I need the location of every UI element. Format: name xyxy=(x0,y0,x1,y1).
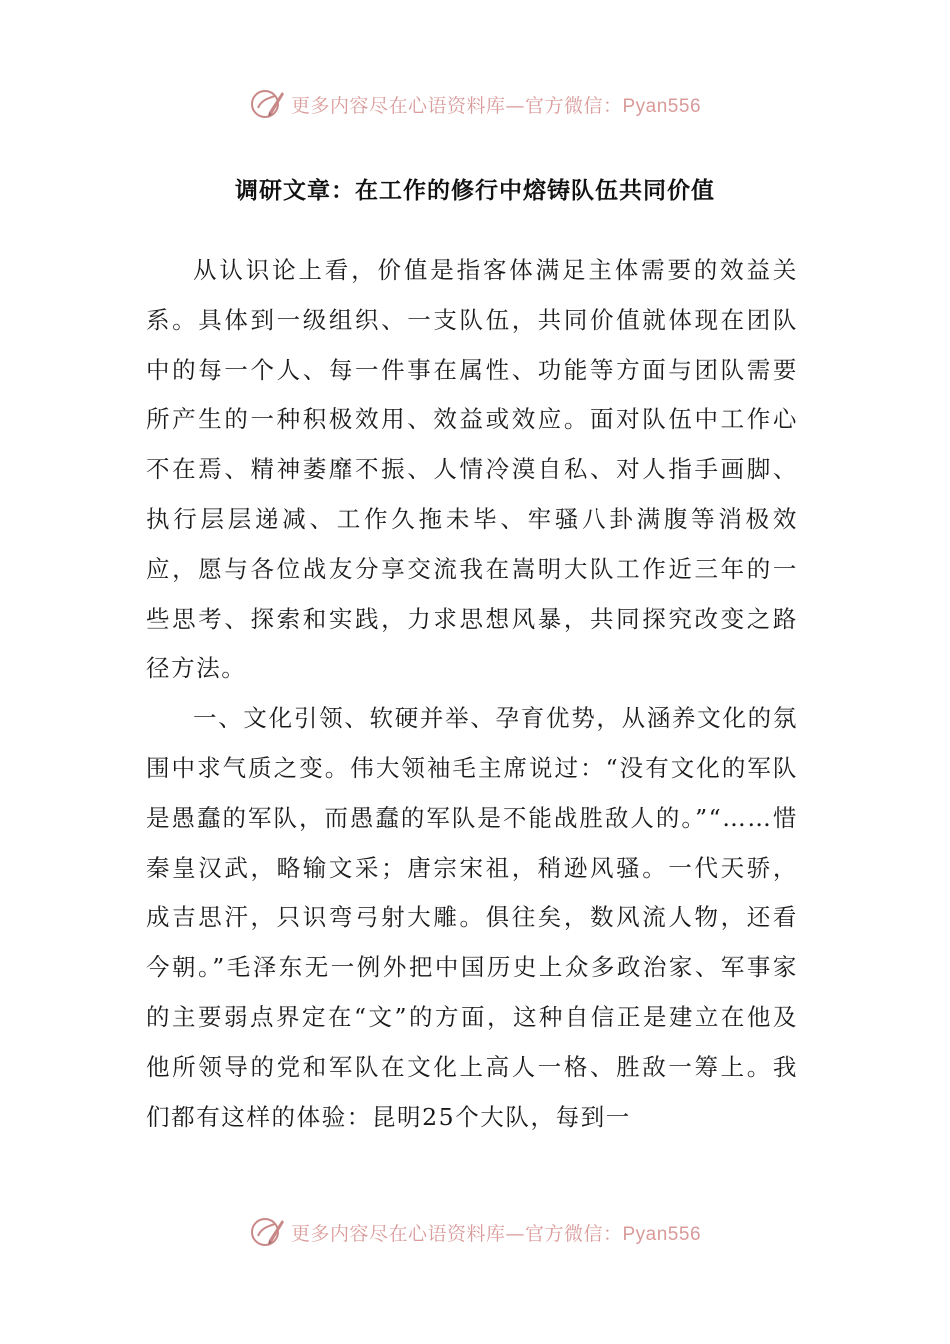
watermark-text: 更多内容尽在心语资料库—官方微信：Pyan556 xyxy=(290,1222,702,1245)
pen-logo-icon xyxy=(249,1214,285,1250)
pen-logo-icon xyxy=(249,86,285,122)
body-paragraph: 一、文化引领、软硬并举、孕育优势，从涵养文化的氛围中求气质之变。伟大领袖毛主席说过：“没有文化的军队是愚蠢的军队，而愚蠢的军队是不能战胜敌人的。”“……惜秦皇汉武，略输文采；唐宗宋祖，稍逊风骚。一代天骄，成吉思汗，只识弯弓射大雕。俱往矣，数风流人物，还看今朝。”毛泽东无一例外把中国历史上众多政治家、军事家的主要弱点界定在“文”的方面，这种自信正是建立在他及他所领导的党和军队在文化上高人一格、胜敌一筹上。我们都有这样的体验：昆明25个大队，每到一 xyxy=(146,704,798,1131)
watermark-text: 更多内容尽在心语资料库—官方微信：Pyan556 xyxy=(290,94,702,117)
body-paragraph: 从认识论上看，价值是指客体满足主体需要的效益关系。具体到一级组织、一支队伍，共同价值就体现在团队中的每一个人、每一件事在属性、功能等方面与团队需要所产生的一种积极效用、效益或效应。面对队伍中工作心不在焉、精神萎靡不振、人情冷漠自私、对人指手画脚、执行层层递减、工作久拖未毕、牢骚八卦满腹等消极效应，愿与各位战友分享交流我在嵩明大队工作近三年的一些思考、探索和实践，力求思想风暴，共同探究改变之路径方法。 xyxy=(146,256,798,683)
footer-watermark-banner xyxy=(0,1210,950,1254)
document-title: 调研文章：在工作的修行中熔铸队伍共同价值 xyxy=(235,178,715,204)
document-body xyxy=(146,246,798,1142)
header-watermark-banner xyxy=(0,82,950,126)
